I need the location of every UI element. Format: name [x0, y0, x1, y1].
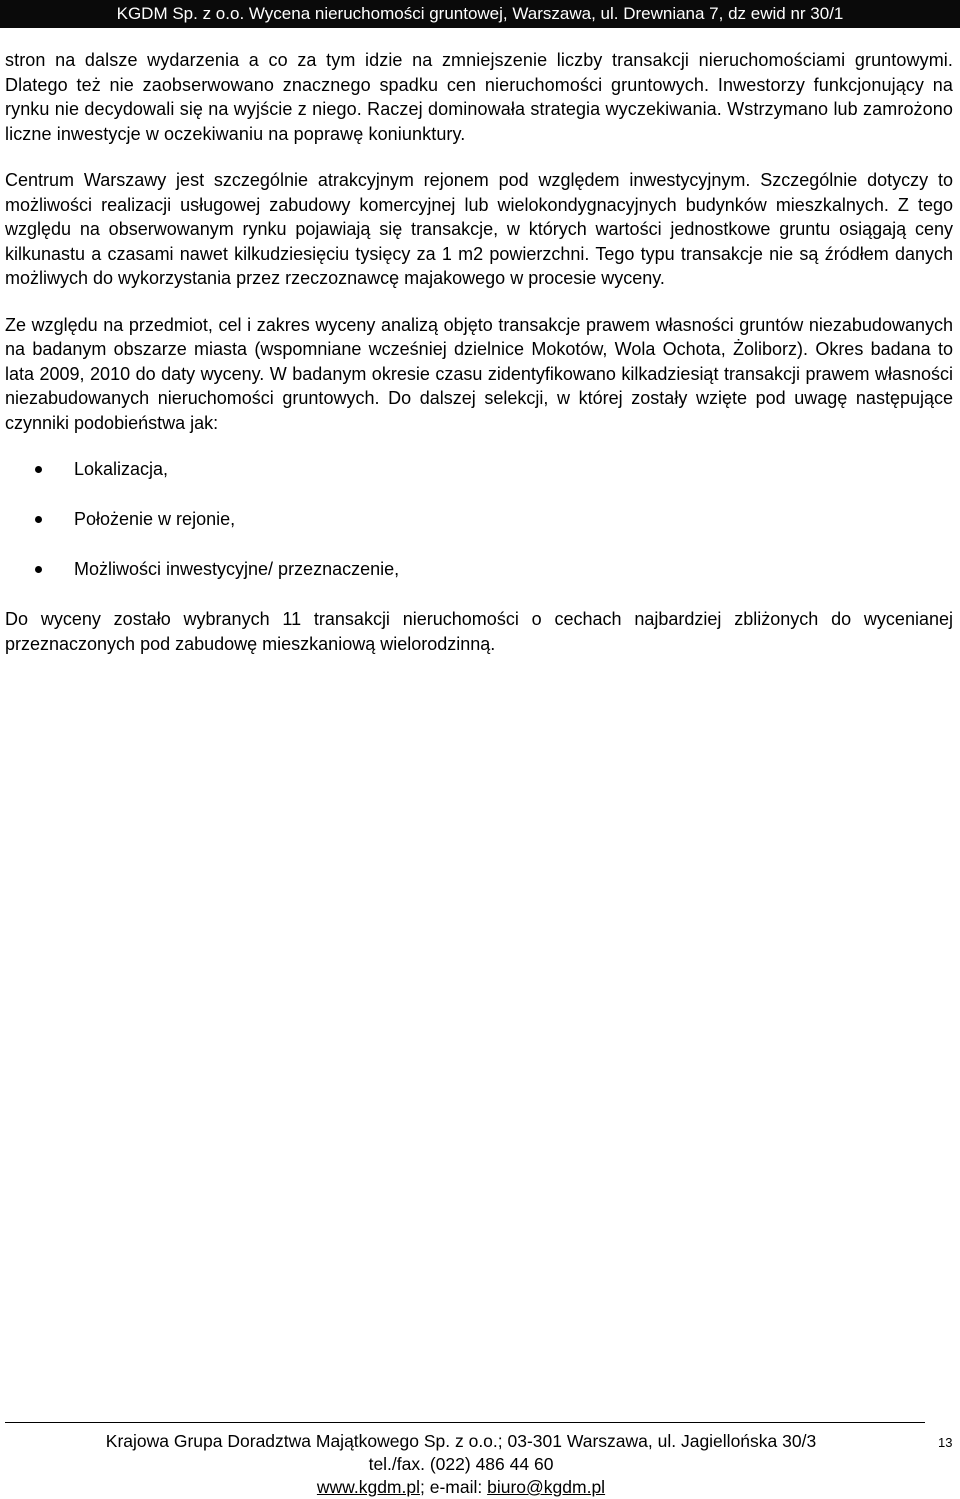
paragraph-market-situation: stron na dalsze wydarzenia a co za tym idzie na zmniejszenie liczby transakcji nieruchomościami gruntowymi. Dlatego też nie zaobserwowano znacznego spadku cen nieruchomości gruntowych. Inwestorzy funkcjonujący na rynku nie decydowali się na wyjście z niego. Raczej dominowała strategia wyczekiwania. Wstrzymano lub zamrożono liczne inwestycje w oczekiwaniu na poprawę koniunktury.	[5, 50, 953, 144]
paragraph-city-center: Centrum Warszawy jest szczególnie atrakcyjnym rejonem pod względem inwestycyjnym. Szczególnie dotyczy to możliwości realizacji usługowej zabudowy komercyjnej lub wielokondygnacyjnych budynków mieszkalnych. Z tego względu na obserwowanym rynku pojawiają się transakcje, w których wartości jednostkowe gruntu osiągają ceny kilkunastu a czasami nawet kilkudziesięciu tysięcy za 1 m2 powierzchni. Tego typu transakcje nie są źródłem danych możliwych do wykorzystania przez rzeczoznawcę majakowego w procesie wyceny.	[5, 170, 953, 288]
similarity-criteria-list	[5, 457, 953, 581]
bullet-icon	[35, 466, 42, 473]
list-item	[5, 457, 953, 481]
bullet-icon	[35, 516, 42, 523]
list-item-label: Możliwości inwestycyjne/ przeznaczenie,	[74, 559, 400, 579]
document-body	[5, 48, 953, 678]
list-item-label: Położenie w rejonie,	[74, 509, 236, 529]
list-item	[5, 557, 953, 581]
page-number: 13	[938, 1435, 953, 1450]
list-item-label: Lokalizacja,	[74, 459, 169, 479]
email-link[interactable]: biuro@kgdm.pl	[487, 1477, 606, 1497]
bullet-icon	[35, 566, 42, 573]
list-item	[5, 507, 953, 531]
page-footer	[5, 1430, 917, 1499]
footer-company-address: Krajowa Grupa Doradztwa Majątkowego Sp. z o.o.; 03-301 Warszawa, ul. Jagiellońska 30/3	[105, 1431, 817, 1451]
paragraph-selection-result: Do wyceny zostało wybranych 11 transakcji nieruchomości o cechach najbardziej zbliżonych do wycenianej przeznaczonych pod zabudowę mieszkaniową wielorodzinną.	[5, 609, 953, 654]
page-header	[0, 0, 960, 28]
paragraph-analysis-scope: Ze względu na przedmiot, cel i zakres wyceny analizą objęto transakcje prawem własności gruntów niezabudowanych na badanym obszarze miasta (wspomniane wcześniej dzielnice Mokotów, Wola Ochota, Żoliborz). Okres badana to lata 2009, 2010 do daty wyceny. W badanym okresie czasu zidentyfikowano kilkadziesiąt transakcji prawem własności niezabudowanych nieruchomości gruntowych. Do dalszej selekcji, w której zostały wzięte pod uwagę następujące czynniki podobieństwa jak:	[5, 314, 953, 433]
footer-contact-line	[5, 1476, 917, 1499]
header-title: KGDM Sp. z o.o. Wycena nieruchomości gruntowej, Warszawa, ul. Drewniana 7, dz ewid nr 30/1	[116, 4, 844, 23]
footer-phone: tel./fax. (022) 486 44 60	[368, 1454, 554, 1474]
footer-separator: ; e-mail:	[420, 1477, 488, 1497]
website-link[interactable]: www.kgdm.pl	[316, 1477, 420, 1497]
footer-divider	[5, 1422, 925, 1423]
